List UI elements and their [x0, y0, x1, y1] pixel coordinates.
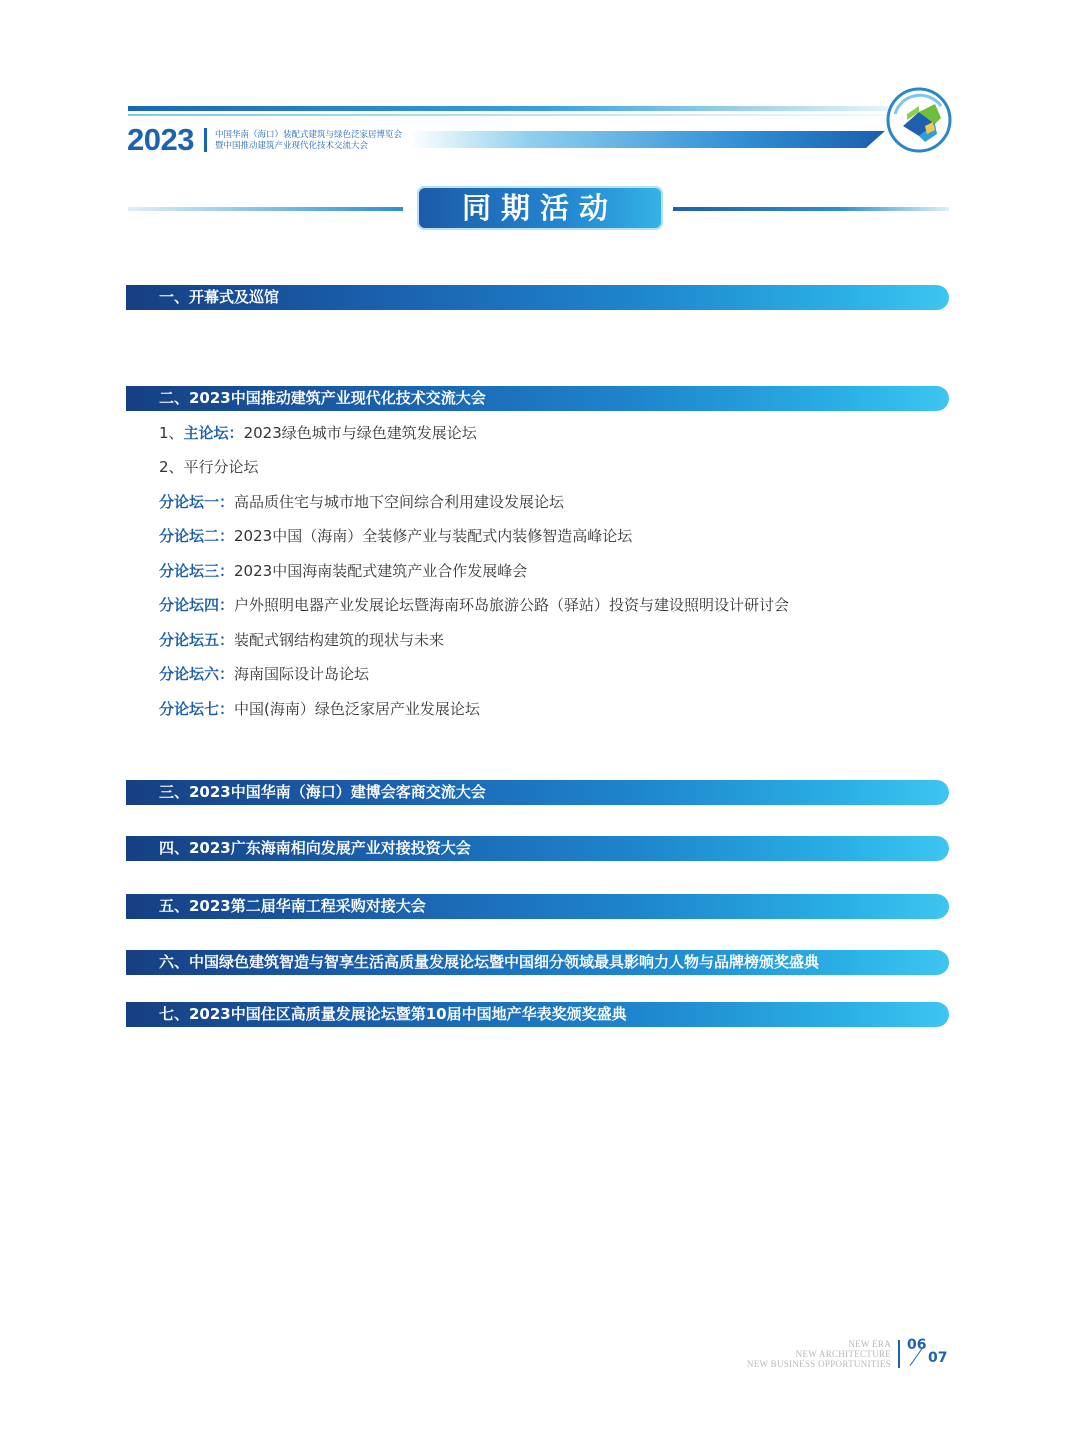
main-forum-item	[159, 423, 477, 443]
sub-forum-label: 分论坛五：	[159, 631, 235, 649]
sub-forum-item	[159, 561, 527, 581]
section-bar-1: 一、开幕式及巡馆	[126, 285, 949, 310]
sub-forum-text: 高品质住宅与城市地下空间综合利用建设发展论坛	[234, 493, 565, 511]
main-forum-text: 2023绿色城市与绿色建筑发展论坛	[243, 424, 477, 442]
footer-divider	[898, 1340, 900, 1368]
header-subtitle	[215, 130, 402, 152]
header-gradient-band	[410, 131, 885, 148]
sub-forum-item	[159, 526, 632, 546]
main-forum-label: 主论坛：	[183, 424, 244, 442]
sub-forum-label: 分论坛三：	[159, 562, 235, 580]
header-subtitle-line2: 暨中国推动建筑产业现代化技术交流大会	[215, 141, 369, 151]
sub-forum-text: 户外照明电器产业发展论坛暨海南环岛旅游公路（驿站）投资与建设照明设计研讨会	[234, 596, 790, 614]
sub-forum-text: 中国(海南）绿色泛家居产业发展论坛	[234, 700, 480, 718]
page-number-left: 06	[907, 1337, 927, 1353]
sub-forum-label: 分论坛七：	[159, 700, 235, 718]
header-year: 2023	[127, 122, 194, 157]
footer-tagline-line2: NEW ARCHITECTURE	[795, 1349, 891, 1359]
footer-tagline-line1: NEW ERA	[848, 1339, 891, 1349]
sub-forum-label: 分论坛二：	[159, 527, 235, 545]
sub-forum-item	[159, 492, 564, 512]
section-bar-5: 五、2023第二届华南工程采购对接大会	[126, 894, 949, 919]
sub-forum-text: 海南国际设计岛论坛	[234, 665, 370, 683]
sub-forum-item	[159, 595, 789, 615]
parallel-forum-heading: 2、平行分论坛	[159, 458, 259, 476]
sub-forum-text: 2023中国海南装配式建筑产业合作发展峰会	[234, 562, 528, 580]
header-subtitle-line1: 中国华南（海口）装配式建筑与绿色泛家居博览会	[215, 130, 403, 140]
footer-tagline-line3: NEW BUSINESS OPPORTUNITIES	[746, 1359, 891, 1369]
sub-forum-label: 分论坛四：	[159, 596, 235, 614]
section-bar-4: 四、2023广东海南相向发展产业对接投资大会	[126, 836, 949, 861]
header-rule-top	[128, 106, 888, 111]
sub-forum-text: 装配式钢结构建筑的现状与未来	[234, 631, 445, 649]
title-rule-left	[128, 207, 403, 211]
page-title: 同期活动	[417, 186, 663, 230]
header-rule-thin	[128, 114, 888, 116]
sub-forum-label: 分论坛一：	[159, 493, 235, 511]
section-bar-2: 二、2023中国推动建筑产业现代化技术交流大会	[126, 386, 949, 411]
sub-forum-item	[159, 664, 369, 684]
sub-forum-item	[159, 630, 444, 650]
sub-forum-item	[159, 699, 480, 719]
footer-tagline	[747, 1339, 891, 1369]
section-bar-3: 三、2023中国华南（海口）建博会客商交流大会	[126, 780, 949, 805]
page-number-right: 07	[928, 1350, 948, 1366]
expo-logo-icon	[885, 86, 953, 154]
title-rule-right	[673, 207, 949, 211]
section-bar-7: 七、2023中国住区高质量发展论坛暨第10届中国地产华表奖颁奖盛典	[126, 1002, 949, 1027]
sub-forum-text: 2023中国（海南）全装修产业与装配式内装修智造高峰论坛	[234, 527, 633, 545]
main-forum-prefix: 1、	[159, 424, 184, 442]
sub-forum-label: 分论坛六：	[159, 665, 235, 683]
section-bar-6: 六、中国绿色建筑智造与智享生活高质量发展论坛暨中国细分领域最具影响力人物与品牌榜颁奖盛典	[126, 950, 949, 975]
header-divider	[204, 128, 207, 152]
